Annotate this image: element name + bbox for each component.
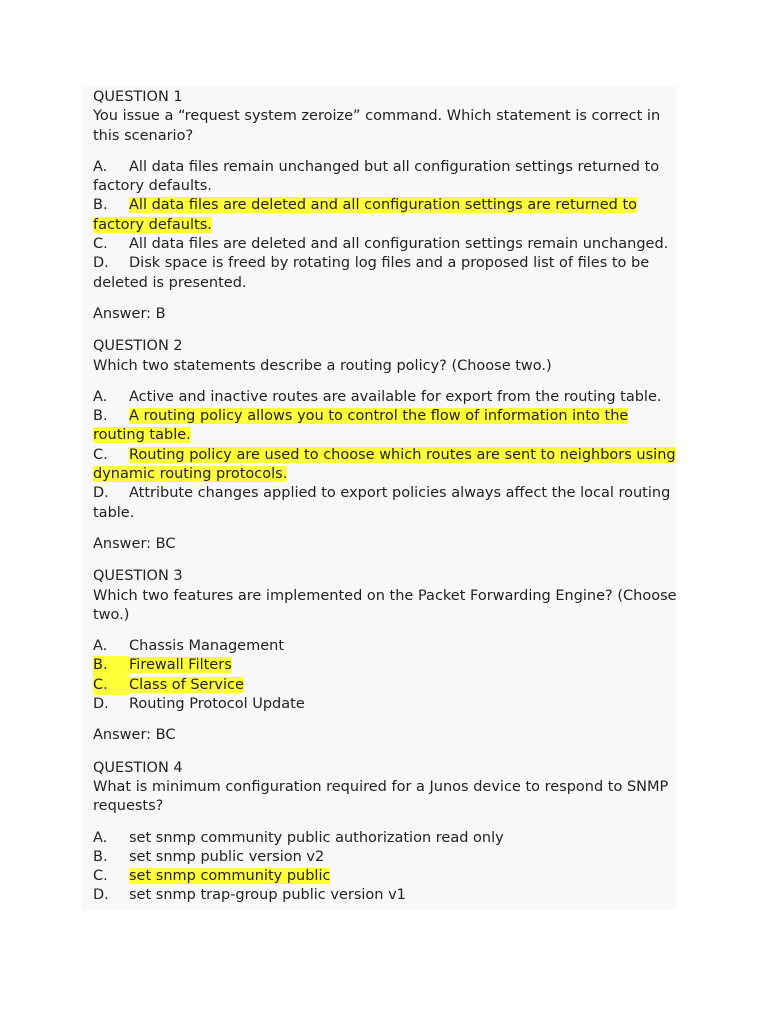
option-text: All data files remain unchanged but all configuration settings returned to factory defaults. — [93, 158, 660, 195]
option-d: D. Routing Protocol Update — [93, 696, 305, 713]
option-a: A. All data files remain unchanged but all configuration settings returned to factory defaults. — [93, 158, 660, 195]
option-c: C. Class of Service — [93, 676, 683, 695]
option-c: C. All data files are deleted and all configuration settings remain unchanged. — [93, 236, 669, 253]
highlighted-option-text: Routing policy are used to choose which routes are sent to neighbors using dynamic routing protocols. — [93, 446, 676, 483]
option-text: set snmp community public authorization read only — [129, 829, 504, 846]
highlighted-option-text: All data files are deleted and all configuration settings are returned to factory defaults. — [93, 197, 638, 233]
question-3 — [93, 567, 683, 745]
question-title: QUESTION 3 — [93, 568, 183, 585]
option-text: set snmp trap-group public version v1 — [129, 887, 406, 904]
highlighted-option-text: Class of Service — [129, 676, 244, 693]
question-title: QUESTION 2 — [93, 338, 183, 355]
option-a: A. Active and inactive routes are available for export from the routing table. — [93, 388, 662, 405]
highlighted-option-text: A routing policy allows you to control the flow of information into the routing table. — [93, 408, 629, 444]
question-text: Which two statements describe a routing policy? (Choose two.) — [93, 357, 552, 374]
question-2 — [93, 337, 683, 554]
option-text: Routing Protocol Update — [129, 696, 305, 713]
document-content — [93, 88, 683, 906]
option-text: Chassis Management — [129, 638, 285, 655]
option-c: C. set snmp community public — [93, 868, 331, 885]
option-a: A. Chassis Management — [93, 638, 285, 655]
option-c: C. Routing policy are used to choose which routes are sent to neighbors using dynamic routing protocols. — [93, 446, 676, 483]
option-text: set snmp public version v2 — [129, 848, 325, 865]
option-d: D. Attribute changes applied to export policies always affect the local routing table. — [93, 485, 671, 521]
question-4 — [93, 759, 683, 906]
option-a: A. set snmp community public authorization read only — [93, 829, 504, 846]
option-b: B. All data files are deleted and all configuration settings are returned to factory defaults. — [93, 197, 638, 233]
question-title: QUESTION 1 — [93, 89, 183, 105]
option-d: D. Disk space is freed by rotating log files and a proposed list of files to be deleted is presented. — [93, 255, 650, 291]
question-1 — [93, 88, 683, 324]
option-d: D. set snmp trap-group public version v1 — [93, 887, 406, 904]
option-text: All data files are deleted and all configuration settings remain unchanged. — [129, 236, 669, 253]
option-text: Disk space is freed by rotating log files and a proposed list of files to be deleted is presented. — [93, 255, 650, 291]
question-text: You issue a “request system zeroize” command. Which statement is correct in this scenario? — [93, 108, 661, 144]
answer-line: Answer: B — [93, 305, 166, 322]
option-text: Active and inactive routes are available for export from the routing table. — [129, 388, 662, 405]
question-title: QUESTION 4 — [93, 759, 183, 776]
answer-line: Answer: BC — [93, 535, 176, 552]
question-text: What is minimum configuration required for a Junos device to respond to SNMP requests? — [93, 778, 669, 815]
option-text: Attribute changes applied to export policies always affect the local routing table. — [93, 485, 671, 521]
option-b: B. Firewall Filters — [93, 656, 683, 675]
option-b: B. set snmp public version v2 — [93, 848, 325, 865]
answer-line: Answer: BC — [93, 727, 176, 744]
option-b: B. A routing policy allows you to control the flow of information into the routing table. — [93, 408, 629, 444]
highlighted-option-text: Firewall Filters — [129, 657, 232, 674]
question-text: Which two features are implemented on the Packet Forwarding Engine? (Choose two.) — [93, 587, 677, 623]
highlighted-option-text: set snmp community public — [129, 868, 331, 885]
